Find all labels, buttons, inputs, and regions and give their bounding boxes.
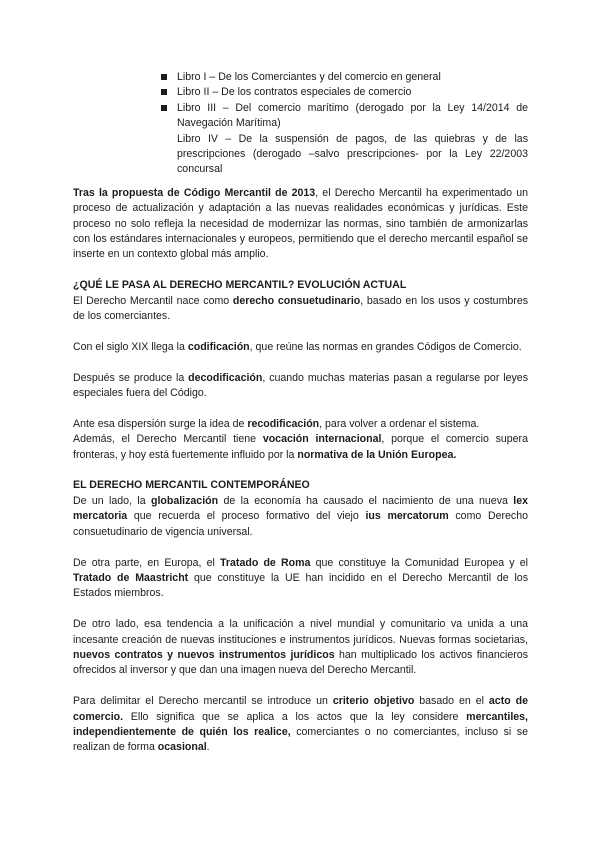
page-content bbox=[73, 70, 528, 756]
book-list bbox=[73, 70, 528, 178]
section-heading-contemporary: EL DERECHO MERCANTIL CONTEMPORÁNEO bbox=[73, 479, 310, 492]
list-item: Libro III – Del comercio marítimo (derogado por la Ley 14/2014 de Navegación Marítima) bbox=[177, 101, 528, 132]
paragraph: De otra parte, en Europa, el Tratado de Roma que constituye la Comunidad Europea y el Tratado de Maastricht que constituye la UE han incidido en el Derecho Mercantil de los Estados miembros. bbox=[73, 556, 529, 600]
paragraph: Después se produce la decodificación, cuando muchas materias pasan a regularse por leyes especiales fuera del Código. bbox=[73, 371, 528, 400]
paragraph: De un lado, la globalización de la economía ha causado el nacimiento de una nueva lex mercatoria que recuerda el proceso formativo del viejo ius mercatorum como Derecho consuetudinario de vigencia universal. bbox=[73, 494, 528, 538]
section-heading-evolution: ¿QUÉ LE PASA AL DERECHO MERCANTIL? EVOLUCIÓN ACTUAL bbox=[73, 279, 407, 292]
list-item: Libro I – De los Comerciantes y del comercio en general bbox=[177, 70, 528, 85]
square-bullet-icon bbox=[161, 74, 167, 80]
paragraph: De otro lado, esa tendencia a la unificación a nivel mundial y comunitario va unida a una incesante creación de nuevas instituciones e instrumentos jurídicos. Nuevas formas societarias, nuevos contratos y nuevos instrumentos jurídicos han multiplicado los activos financieros ofrecidos al inversor y que dan una imagen nueva del Derecho Mercantil. bbox=[73, 618, 528, 677]
paragraph: Con el siglo XIX llega la codificación, que reúne las normas en grandes Códigos de Comercio. bbox=[73, 340, 522, 353]
list-item: Libro IV – De la suspensión de pagos, de las quiebras y de las prescripciones (derogado –salvo prescripciones- por la Ley 22/2003 concursal bbox=[177, 132, 528, 176]
paragraph: El Derecho Mercantil nace como derecho consuetudinario, basado en los usos y costumbres de los comerciantes. bbox=[73, 294, 529, 323]
square-bullet-icon bbox=[161, 89, 167, 95]
intro-paragraph: Tras la propuesta de Código Mercantil de 2013, el Derecho Mercantil ha experimentado un proceso de actualización y adaptación a las nuevas realidades económicas y jurídicas. Este proceso no solo refleja la necesidad de modernizar las normas, sino también de armonizarlas con los estándares internacionales y europeos, permitiendo que el derecho mercantil español se inserte en un contexto global más amplio. bbox=[73, 186, 528, 261]
square-bullet-icon bbox=[161, 105, 167, 111]
paragraph: Para delimitar el Derecho mercantil se introduce un criterio objetivo basado en el acto de comercio. Ello significa que se aplica a los actos que la ley considere mercantiles, independientemente de quién los realice, comerciantes o no comerciantes, incluso si se realizan de forma ocasional. bbox=[73, 695, 529, 754]
list-item: Libro II – De los contratos especiales de comercio bbox=[177, 85, 528, 100]
paragraph: Además, el Derecho Mercantil tiene vocación internacional, porque el comercio supera fronteras, y hoy está fuertemente influido por la normativa de la Unión Europea. bbox=[73, 433, 528, 461]
paragraph: Ante esa dispersión surge la idea de recodificación, para volver a ordenar el sistema. bbox=[73, 417, 480, 430]
